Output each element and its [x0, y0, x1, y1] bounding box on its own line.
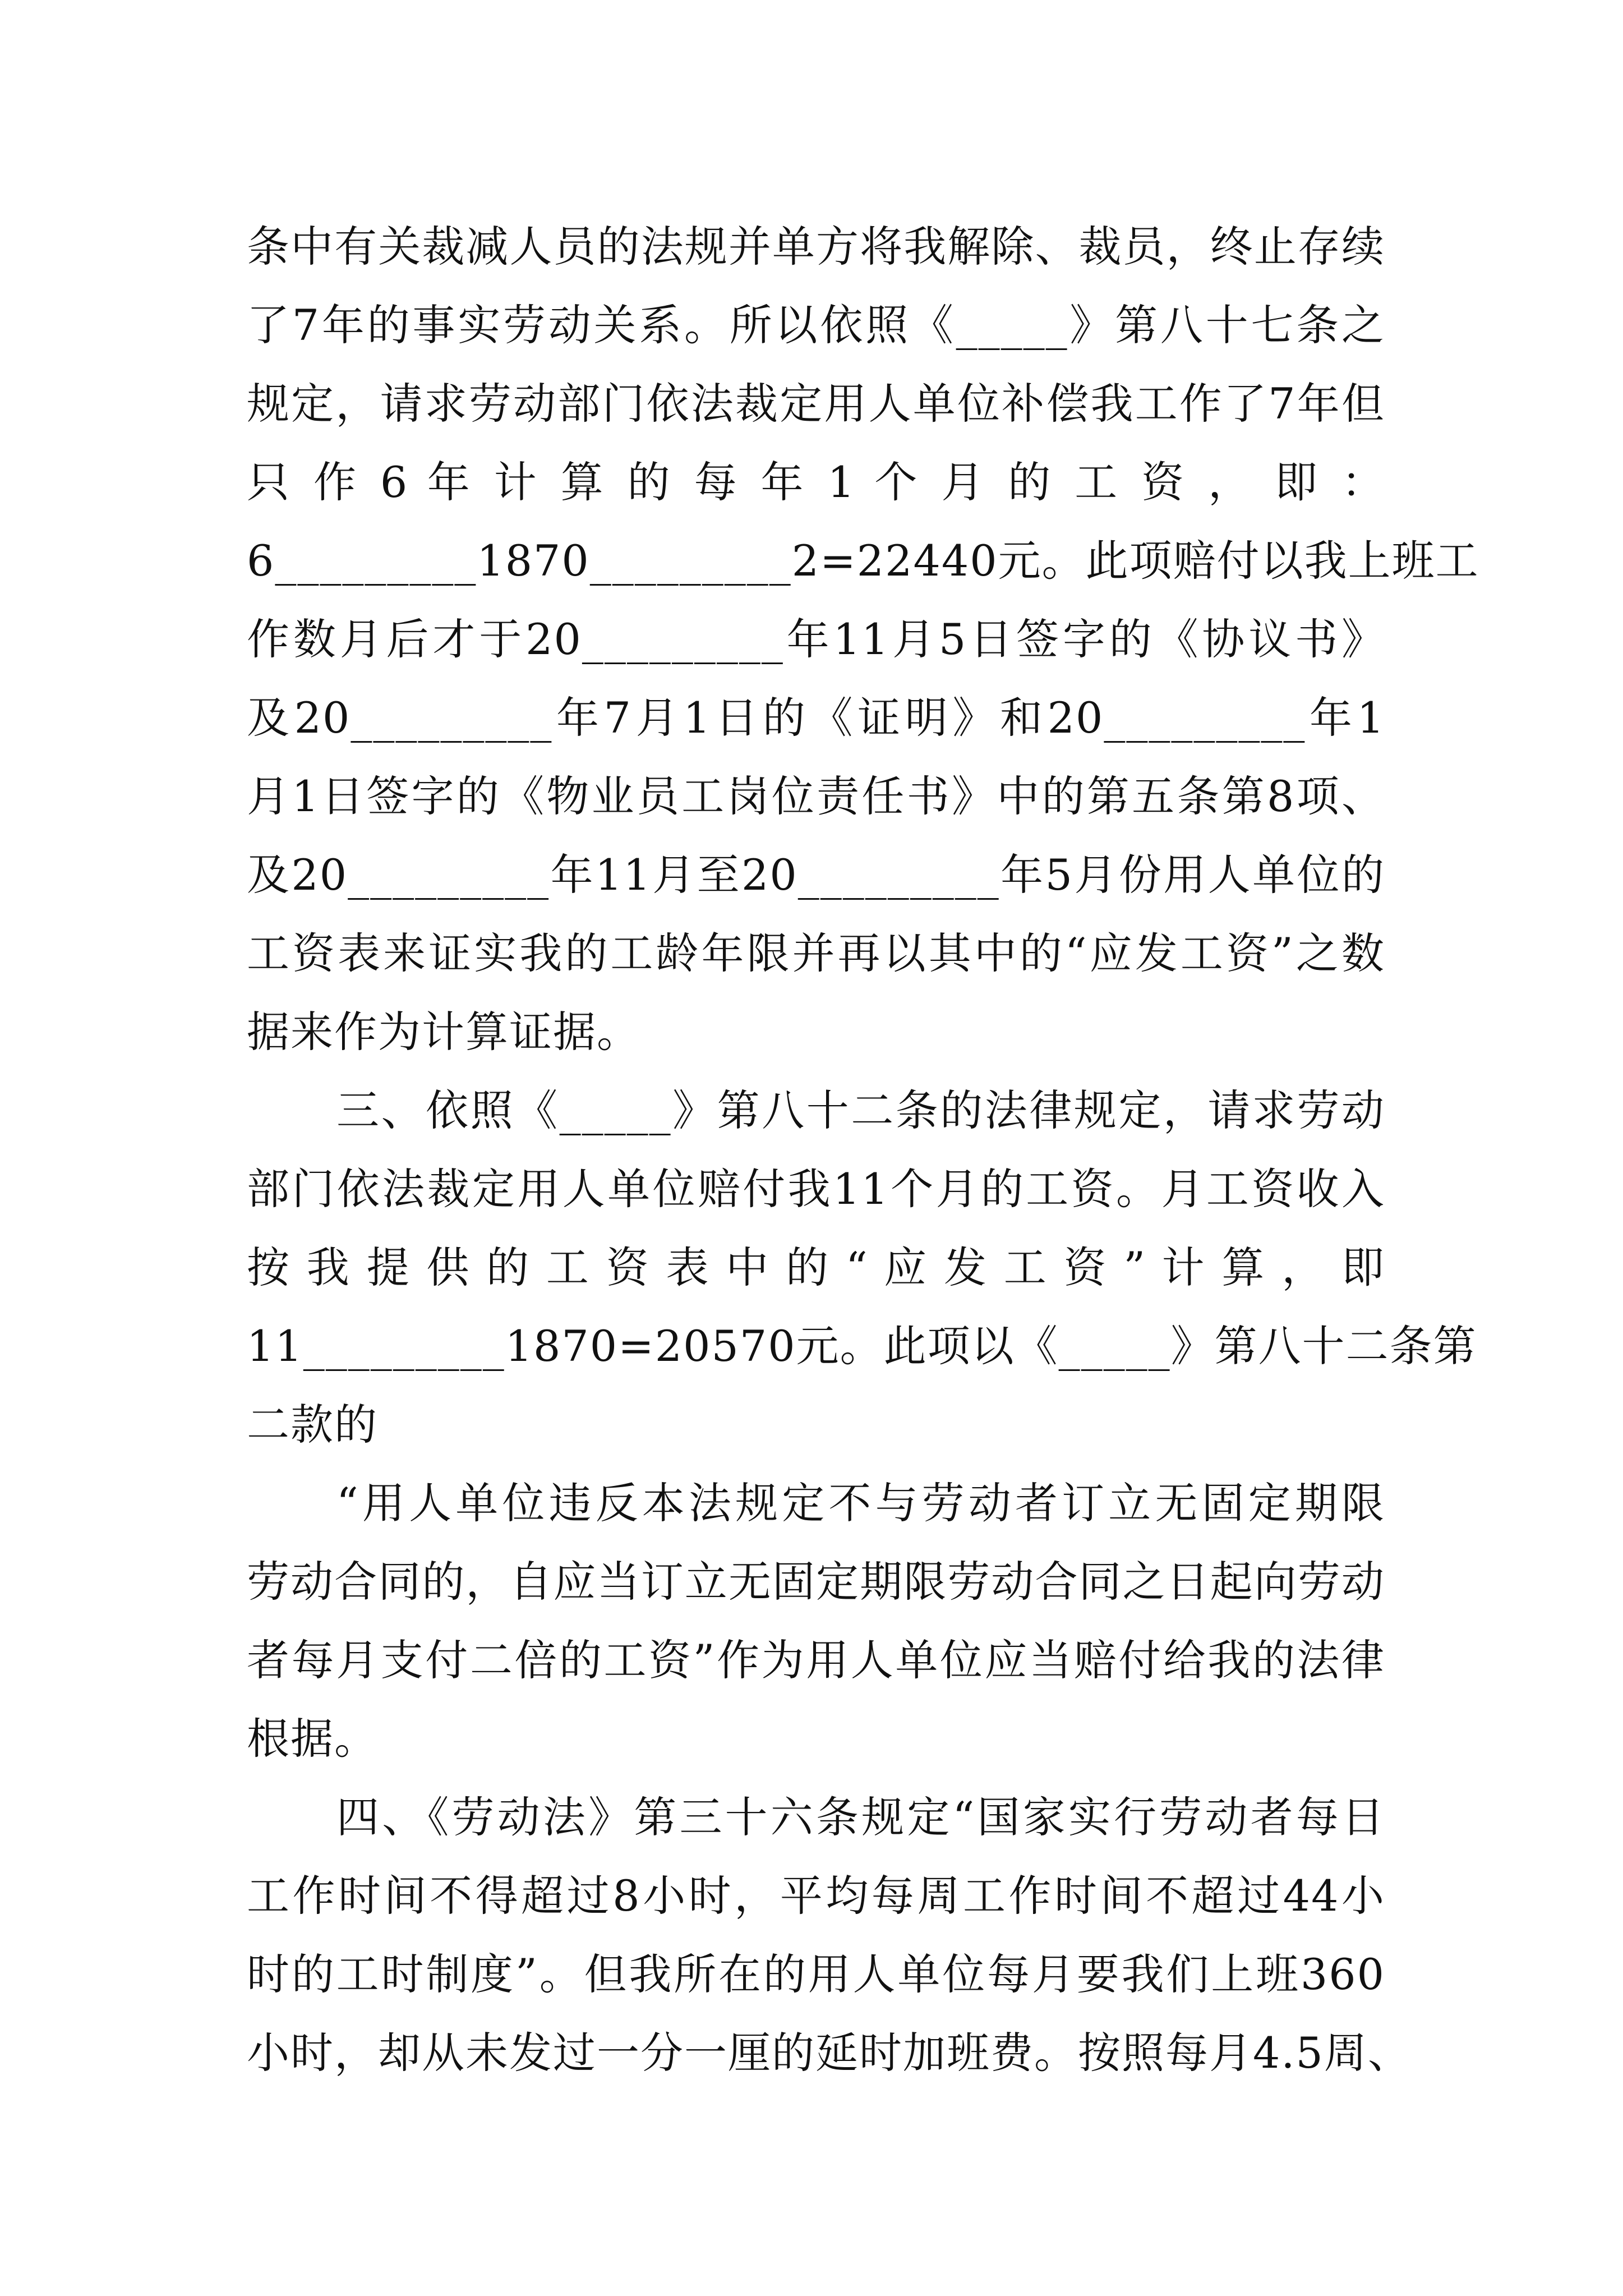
paragraph-4-line-3: 时的工时制度”。但我所在的用人单位每月要我们上班360 — [247, 1949, 1385, 1999]
paragraph-3-line-4: 11_________1870=20570元。此项以《_____》第八十二条第 — [247, 1321, 1477, 1371]
paragraph-3-line-2: 部门依法裁定用人单位赔付我11个月的工资。月工资收入 — [247, 1164, 1385, 1214]
text-line-2: 了7年的事实劳动关系。所以依照《_____》第八十七条之 — [247, 300, 1385, 350]
quote-line-1: “用人单位违反本法规定不与劳动者订立无固定期限 — [336, 1478, 1385, 1528]
text-line-8: 月1日签字的《物业员工岗位责任书》中的第五条第8项、 — [247, 771, 1385, 821]
paragraph-4-line-1: 四、《劳动法》第三十六条规定“国家实行劳动者每日 — [336, 1792, 1385, 1842]
text-line-10: 工资表来证实我的工龄年限并再以其中的“应发工资”之数 — [247, 928, 1385, 978]
paragraph-3-line-1: 三、依照《_____》第八十二条的法律规定，请求劳动 — [336, 1085, 1385, 1135]
text-line-3: 规定，请求劳动部门依法裁定用人单位补偿我工作了7年但 — [247, 379, 1385, 429]
text-line-6: 作数月后才于20_________年11月5日签字的《协议书》 — [247, 614, 1385, 664]
paragraph-4-line-2: 工作时间不得超过8小时，平均每周工作时间不超过44小 — [247, 1871, 1385, 1921]
text-line-9: 及20_________年11月至20_________年5月份用人单位的 — [247, 850, 1385, 900]
text-line-5: 6_________1870_________2=22440元。此项赔付以我上班工 — [247, 536, 1479, 586]
text-line-4: 只 作 6 年 计 算 的 每 年 1 个 月 的 工 资 ， 即 ： — [247, 457, 1385, 507]
paragraph-3-line-3: 按 我 提 供 的 工 资 表 中 的 “ 应 发 工 资 ” 计 算 ， 即 — [247, 1243, 1385, 1292]
quote-line-3: 者每月支付二倍的工资”作为用人单位应当赔付给我的法律 — [247, 1635, 1385, 1685]
text-line-11: 据来作为计算证据。 — [247, 1007, 640, 1057]
text-line-1: 条中有关裁减人员的法规并单方将我解除、裁员，终止存续 — [247, 222, 1385, 272]
paragraph-4-line-4: 小时，却从未发过一分一厘的延时加班费。按照每月4.5周、 — [247, 2028, 1412, 2078]
quote-line-4: 根据。 — [247, 1714, 378, 1764]
paragraph-3-line-5: 二款的 — [247, 1400, 378, 1450]
quote-line-2: 劳动合同的，自应当订立无固定期限劳动合同之日起向劳动 — [247, 1557, 1385, 1607]
text-line-7: 及20_________年7月1日的《证明》和20_________年1 — [247, 693, 1385, 743]
